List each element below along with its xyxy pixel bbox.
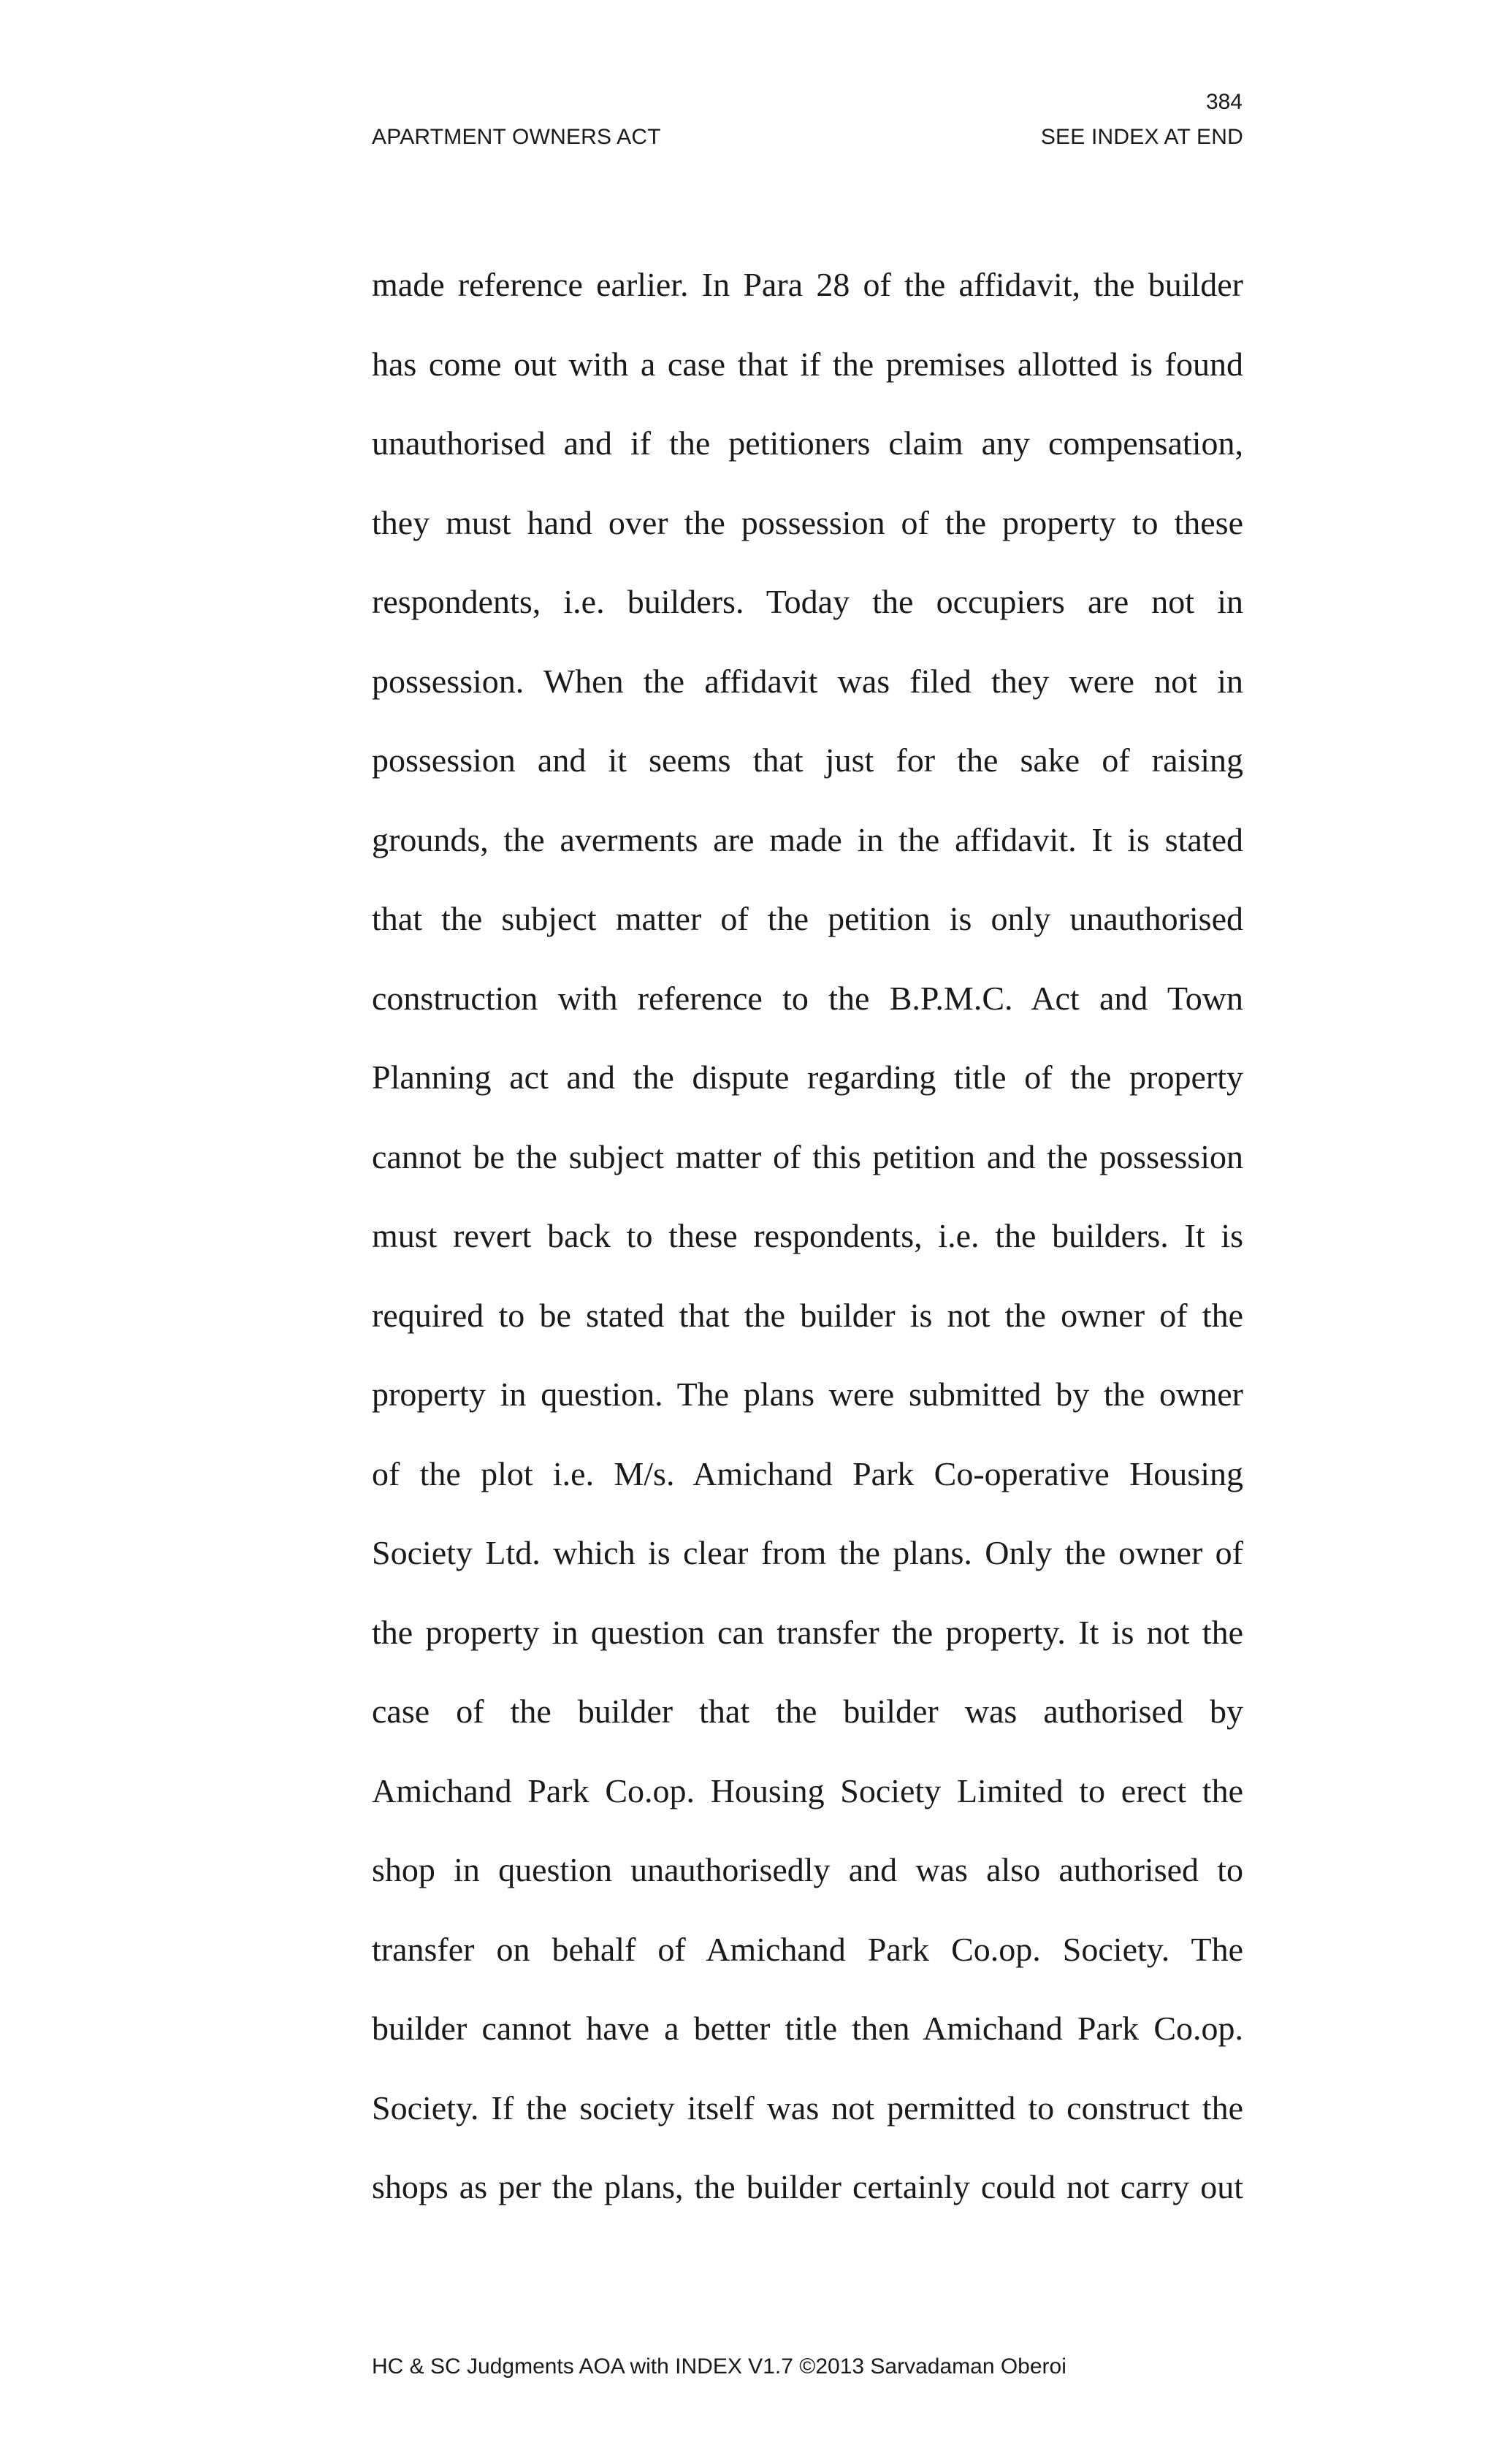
page-number: 384: [1205, 90, 1243, 114]
text-line: grounds, the averments are made in the affidavit. It is stated: [372, 820, 1243, 858]
text-line: Society Ltd. which is clear from the plans. Only the owner of: [372, 1534, 1243, 1571]
text-line: Planning act and the dispute regarding title of the property: [372, 1059, 1243, 1096]
text-line: construction with reference to the B.P.M.C. Act and Town: [372, 979, 1243, 1017]
text-line: must revert back to these respondents, i.e. the builders. It is: [372, 1217, 1243, 1254]
text-line: property in question. The plans were submitted by the owner: [372, 1376, 1243, 1413]
text-line: required to be stated that the builder is not the owner of the: [372, 1296, 1243, 1334]
page-footer: HC & SC Judgments AOA with INDEX V1.7 ©2013 Sarvadaman Oberoi: [372, 2354, 1066, 2379]
text-line: case of the builder that the builder was authorised by: [372, 1693, 1243, 1730]
text-line: transfer on behalf of Amichand Park Co.op. Society. The: [372, 1930, 1243, 1968]
text-line: they must hand over the possession of the property to these: [372, 503, 1243, 541]
text-line: cannot be the subject matter of this petition and the possession: [372, 1137, 1243, 1175]
text-line: shops as per the plans, the builder certainly could not carry out: [372, 2168, 1243, 2205]
text-line: made reference earlier. In Para 28 of the affidavit, the builder: [372, 266, 1243, 303]
header-title-left: APARTMENT OWNERS ACT: [372, 125, 661, 149]
text-line: Amichand Park Co.op. Housing Society Limited to erect the: [372, 1771, 1243, 1809]
text-line: shop in question unauthorisedly and was also authorised to: [372, 1851, 1243, 1888]
text-line: possession. When the affidavit was filed they were not in: [372, 662, 1243, 700]
text-line: Society. If the society itself was not permitted to construct the: [372, 2089, 1243, 2127]
text-line: the property in question can transfer the property. It is not the: [372, 1613, 1243, 1651]
text-line: that the subject matter of the petition is only unauthorised: [372, 900, 1243, 937]
text-line: has come out with a case that if the premises allotted is found: [372, 345, 1243, 383]
judgment-body-text: [372, 259, 1243, 2241]
text-line: builder cannot have a better title then Amichand Park Co.op.: [372, 2010, 1243, 2047]
text-line: of the plot i.e. M/s. Amichand Park Co-operative Housing: [372, 1454, 1243, 1492]
text-line: possession and it seems that just for the sake of raising: [372, 741, 1243, 779]
running-header: [372, 123, 1243, 152]
text-line: respondents, i.e. builders. Today the occupiers are not in: [372, 583, 1243, 620]
text-line: unauthorised and if the petitioners claim any compensation,: [372, 424, 1243, 462]
header-title-right: SEE INDEX AT END: [1040, 125, 1243, 149]
